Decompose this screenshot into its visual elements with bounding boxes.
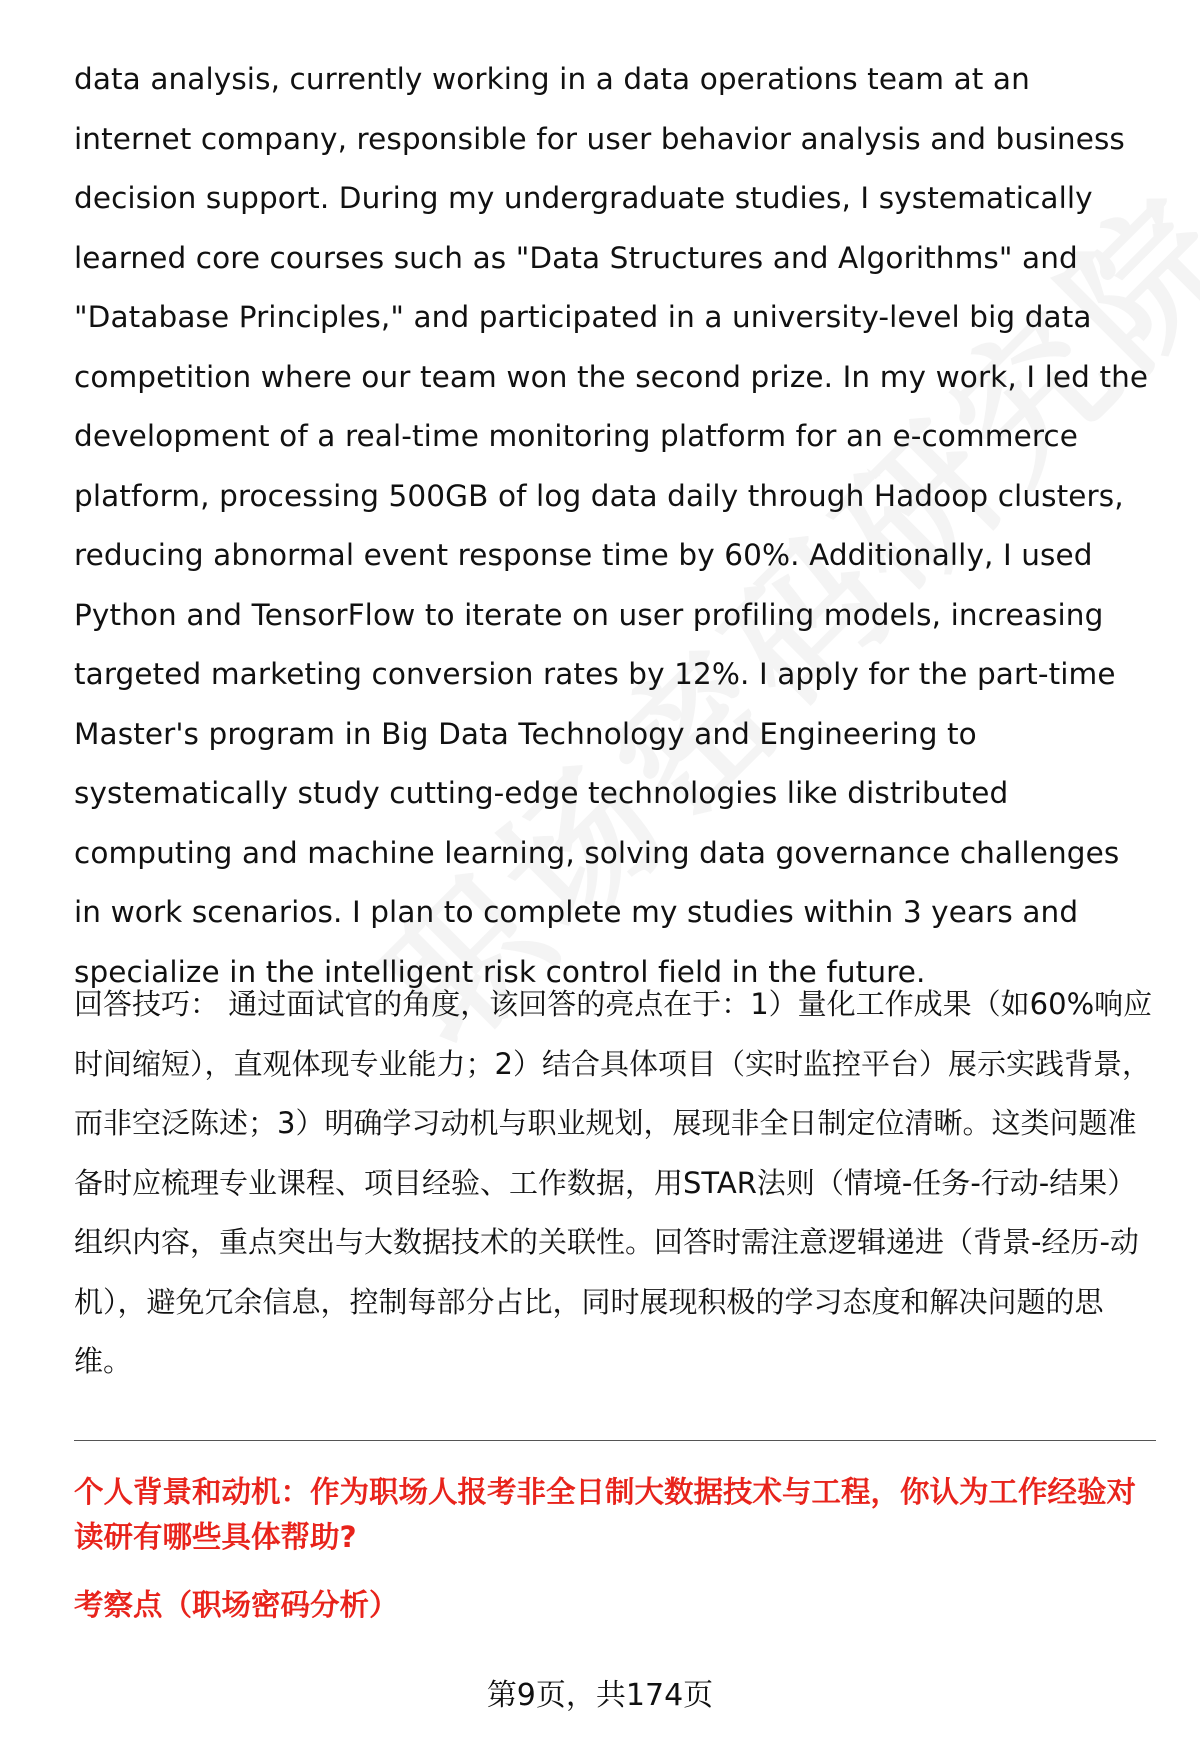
tips-label: 回答技巧： — [74, 987, 220, 1021]
tips-body: 通过面试官的角度，该回答的亮点在于：1）量化工作成果（如60%响应时间缩短），直观体现专业能力；2）结合具体项目（实时监控平台）展示实践背景，而非空泛陈述；3）明确学习动机与职业规划，展现非全日制定位清晰。这类问题准备时应梳理专业课程、项目经验、工作数据，用STAR法则（情境-任务-行动-结果）组织内容，重点突出与大数据技术的关联性。回答时需注意逻辑递进（背景-经历-动机），避免冗余信息，控制每部分占比，同时展现积极的学习态度和解决问题的思维。 — [74, 987, 1153, 1378]
assessment-points-heading: 考察点（职场密码分析） — [74, 1588, 399, 1622]
question-heading: 个人背景和动机：作为职场人报考非全日制大数据技术与工程，你认为工作经验对读研有哪些具体帮助? — [74, 1475, 1137, 1554]
page-number: 第9页，共174页 — [486, 1678, 714, 1713]
section-divider — [74, 1440, 1156, 1441]
answer-tips-paragraph — [74, 975, 1160, 1392]
answer-paragraph: data analysis, currently working in a data operations team at an internet company, responsible for user behavior analysis and business decision support. During my undergraduate studies, I systematically learned core courses such as "Data Structures and Algorithms" and "Database Principles," and participated in a university-level big data competition where our team won the second prize. In my work, I led the development of a real-time monitoring platform for an e-commerce platform, processing 500GB of log data daily through Hadoop clusters, reducing abnormal event response time by 60%. Additionally, I used Python and TensorFlow to iterate on user profiling models, increasing targeted marketing conversion rates by 12%. I apply for the part-time Master's program in Big Data Technology and Engineering to systematically study cutting-edge technologies like distributed computing and machine learning, solving data governance challenges in work scenarios. I plan to complete my studies within 3 years and specialize in the intelligent risk control field in the future. — [74, 62, 1149, 989]
